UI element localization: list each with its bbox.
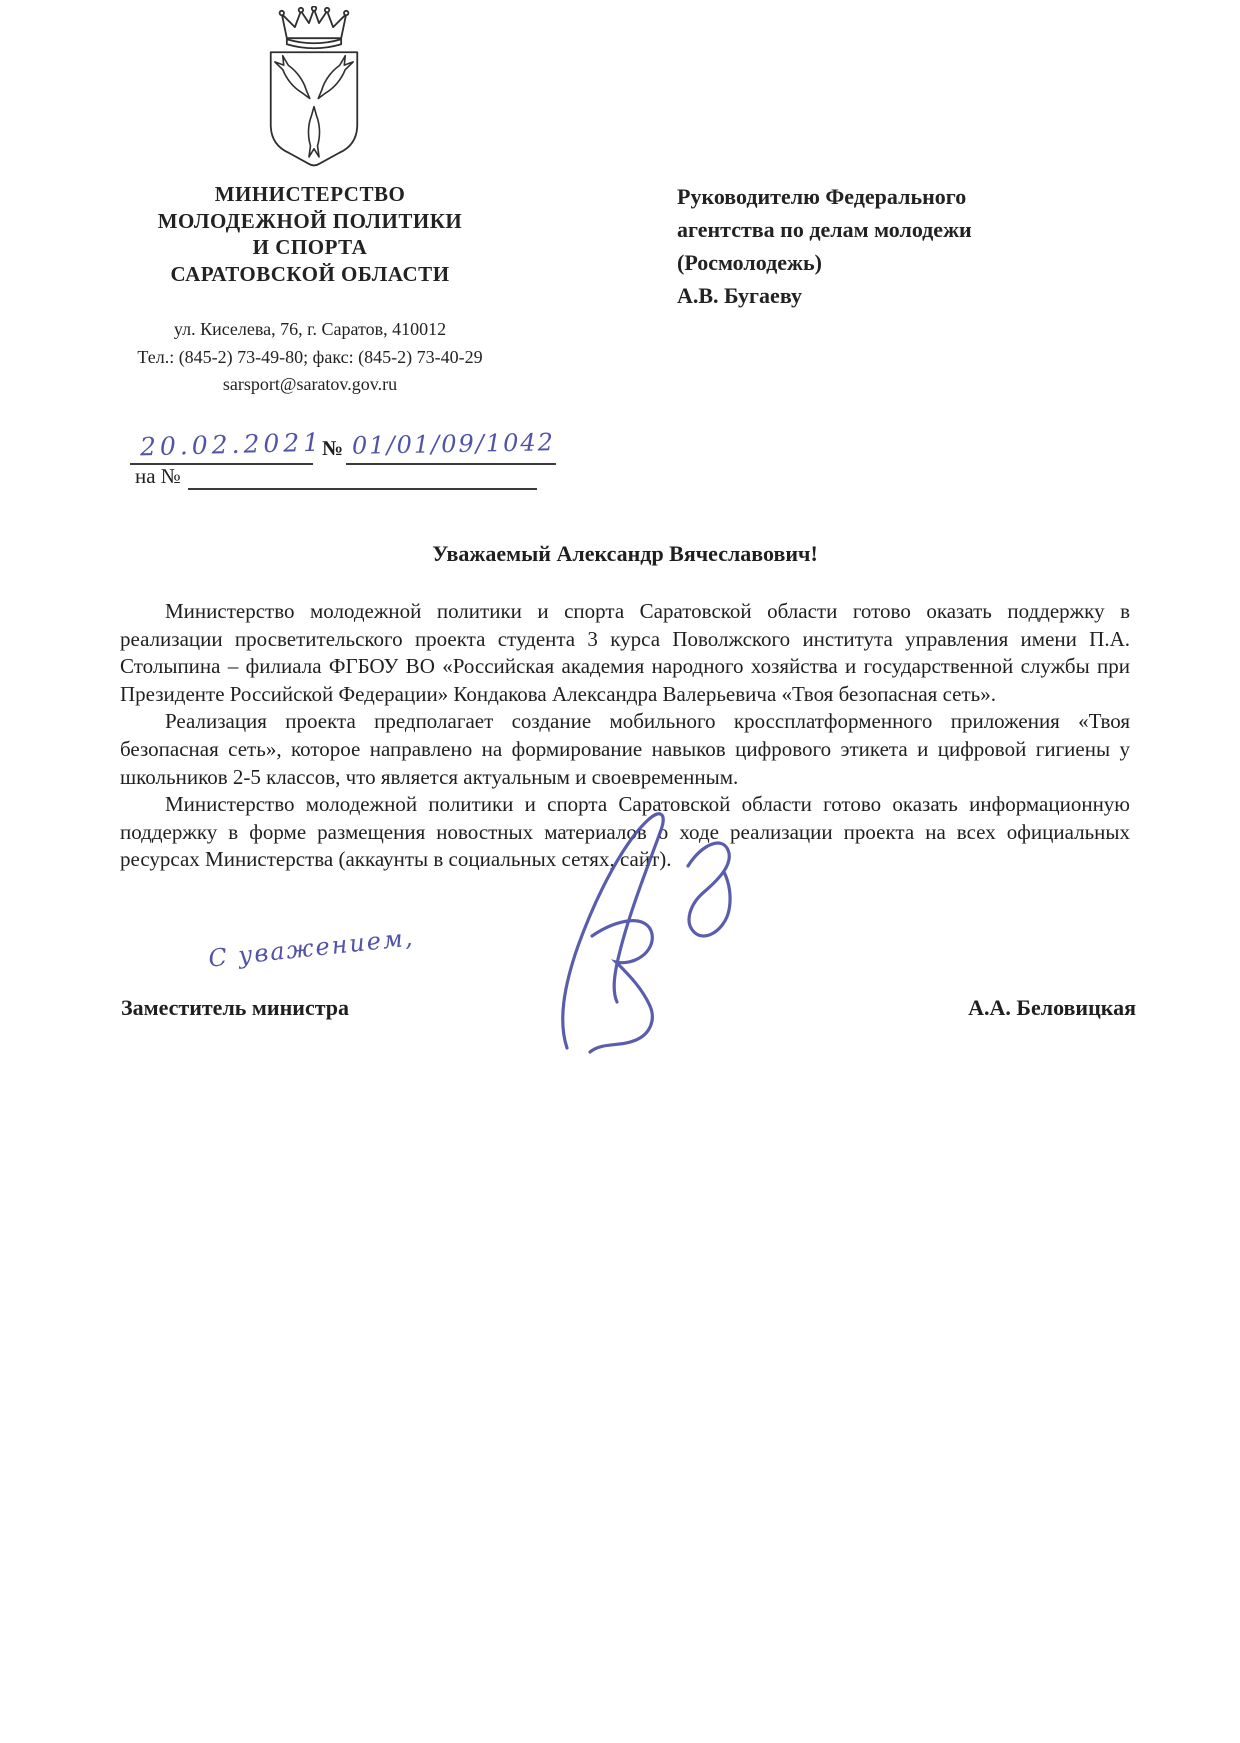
phone-fax: Тел.: (845-2) 73-49-80; факс: (845-2) 73-40-29 bbox=[137, 346, 483, 367]
handwritten-closing: С уважением, bbox=[207, 923, 416, 973]
addressee-line: Руководителю Федерального bbox=[677, 184, 967, 209]
body-paragraph: Реализация проекта предполагает создание мобильного кроссплатформенного приложения «Твоя безопасная сеть», которое направлено на формирование навыков цифрового этикета и цифровой гигиены у школьников 2-5 классов, что является актуальным и своевременным. bbox=[120, 709, 1130, 789]
handwritten-signature-icon bbox=[520, 806, 800, 1056]
handwritten-outgoing-number: 01/01/09/1042 bbox=[351, 428, 556, 460]
postal-address: ул. Киселева, 76, г. Саратов, 410012 bbox=[173, 319, 447, 339]
ministry-name-block bbox=[90, 181, 530, 287]
ministry-line: МОЛОДЕЖНОЙ ПОЛИТИКИ bbox=[157, 208, 463, 233]
signer-position-title: Заместитель министра bbox=[121, 995, 350, 1020]
body-paragraph: Министерство молодежной политики и спорта Саратовской области готово оказать поддержку в реализации просветительского проекта студента 3 курса Поволжского института управления имени П.А. Столыпина – филиала ФГБОУ ВО «Российская академия народного хозяйства и государственной службы при Президенте Российской Федерации» Кондакова Александра Валерьевича «Твоя безопасная сеть». bbox=[120, 599, 1130, 706]
addressee-line: (Росмолодежь) bbox=[677, 250, 822, 275]
body-paragraph: Министерство молодежной политики и спорта Саратовской области готово оказать информационную поддержку в форме размещения новостных материалов о ходе реализации проекта на всех официальных ресурсах Министерства (аккаунты в социальных сетях, сайт). bbox=[120, 792, 1130, 872]
addressee-line: агентства по делам молодежи bbox=[677, 217, 972, 242]
signer-name: А.А. Беловицкая bbox=[968, 995, 1136, 1020]
addressee-line: А.В. Бугаеву bbox=[677, 283, 802, 308]
ministry-line: САРАТОВСКОЙ ОБЛАСТИ bbox=[170, 261, 450, 286]
handwritten-date: 20.02.2021 bbox=[139, 427, 324, 462]
addressee-block bbox=[677, 180, 1157, 312]
reply-to-number-label: на № bbox=[135, 464, 181, 488]
salutation: Уважаемый Александр Вячеславович! bbox=[432, 541, 818, 566]
number-underline bbox=[346, 463, 556, 465]
number-sign-label: № bbox=[322, 436, 344, 460]
ministry-line: И СПОРТА bbox=[252, 235, 368, 259]
email-address: sarsport@saratov.gov.ru bbox=[222, 374, 398, 394]
saratov-coat-of-arms-icon bbox=[258, 6, 370, 172]
reply-number-underline bbox=[188, 488, 537, 490]
contact-block bbox=[70, 316, 550, 399]
ministry-line: МИНИСТЕРСТВО bbox=[214, 182, 406, 206]
